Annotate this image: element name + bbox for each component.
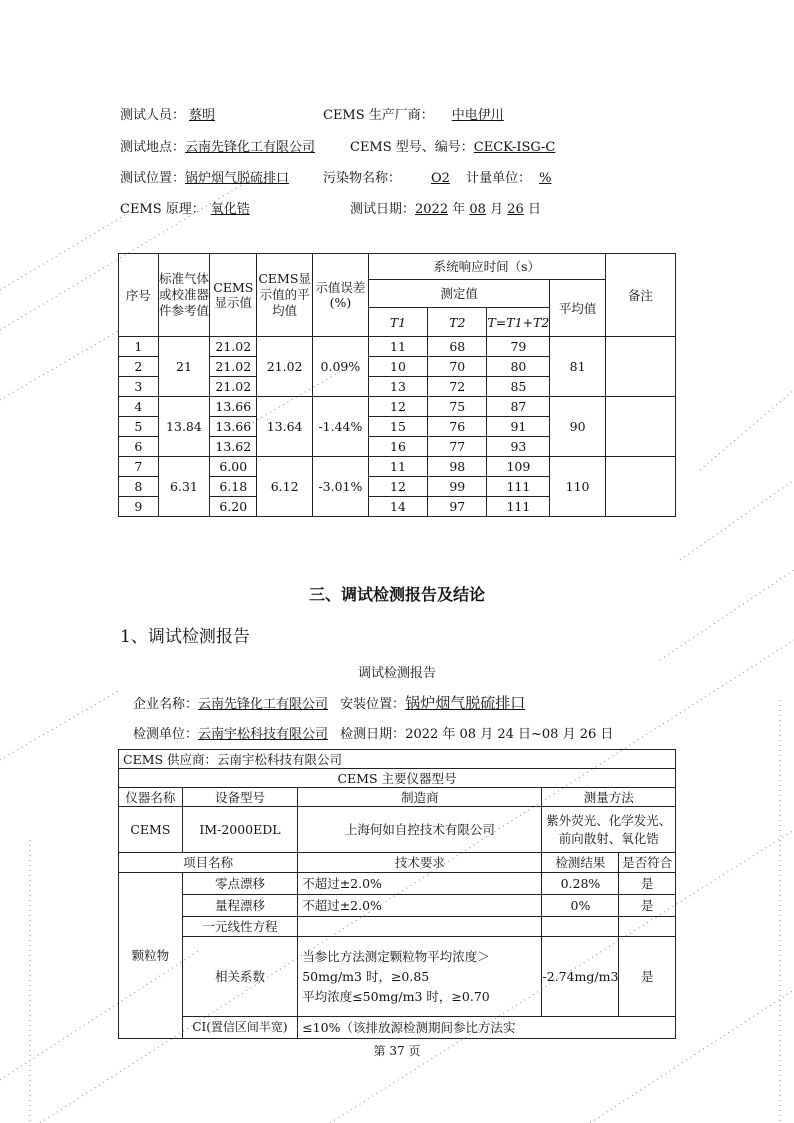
- principle-value: 氧化锆: [210, 202, 250, 217]
- install-label: 安装位置：: [340, 697, 406, 712]
- table-cell: 11: [368, 457, 427, 477]
- table-cell: 零点漂移: [182, 873, 297, 895]
- position-label: 测试位置：: [120, 171, 186, 186]
- table-cell: [542, 917, 619, 937]
- header-avg: 平均值: [550, 280, 606, 337]
- table-cell: 111: [487, 477, 550, 497]
- table-cell: 5: [119, 417, 159, 437]
- test-date-value: 2022 年 08 月 24 日~08 月 26 日: [405, 727, 614, 742]
- header-result: 检测结果: [542, 853, 619, 873]
- table-cell: 1: [119, 337, 159, 357]
- table-cell: 9: [119, 497, 159, 517]
- company-line: [133, 692, 525, 713]
- table-cell: 是: [619, 895, 676, 917]
- response-time-table: [118, 253, 676, 517]
- table-cell: 上海何如自控技术有限公司: [298, 807, 542, 853]
- date-day: 26: [507, 202, 524, 217]
- remark-cell: [605, 397, 675, 457]
- header-measured: 测定值: [368, 280, 550, 308]
- table-cell: 6: [119, 437, 159, 457]
- table-cell: 6.12: [257, 457, 313, 517]
- header-avg-display: CEMS显示值的平均值: [257, 254, 313, 337]
- date-line: [350, 198, 541, 217]
- page-number: 第 37 页: [373, 1044, 421, 1058]
- table-cell: 21.02: [210, 377, 257, 397]
- tester-value: 蔡明: [189, 108, 216, 123]
- pollutant-line: [323, 167, 559, 186]
- table-cell: 75: [428, 397, 487, 417]
- table-cell: 14: [368, 497, 427, 517]
- table-cell: 70: [428, 357, 487, 377]
- table-cell: [619, 917, 676, 937]
- table-cell: 109: [487, 457, 550, 477]
- report-table: [118, 749, 676, 1039]
- site-label: 测试地点：: [120, 140, 186, 155]
- unit-label: 计量单位：: [466, 171, 532, 186]
- date-year: 2022: [415, 202, 449, 217]
- table-cell: 99: [428, 477, 487, 497]
- maker-label: CEMS 生产厂商：: [323, 108, 434, 123]
- table-cell: 13.62: [210, 437, 257, 457]
- table-cell: 21.02: [210, 357, 257, 377]
- table-cell: ≤10%（该排放源检测期间参比方法实: [298, 1017, 676, 1039]
- table-cell: 8: [119, 477, 159, 497]
- table-cell: -2.74mg/m3: [542, 937, 619, 1017]
- table-cell: 0.28%: [542, 873, 619, 895]
- table-cell: 13.66: [210, 397, 257, 417]
- maker-value: 中电伊川: [451, 108, 504, 123]
- table-cell: 4: [119, 397, 159, 417]
- table-cell: [298, 917, 542, 937]
- table-cell: 91: [487, 417, 550, 437]
- table-cell: 0%: [542, 895, 619, 917]
- table-cell: 80: [487, 357, 550, 377]
- table-cell: 6.00: [210, 457, 257, 477]
- unit-value: %: [539, 171, 552, 186]
- table-cell: 2: [119, 357, 159, 377]
- table-cell: 79: [487, 337, 550, 357]
- table-cell: 81: [550, 337, 606, 397]
- table-cell: 6.31: [158, 457, 210, 517]
- header-response: 系统响应时间（s）: [368, 254, 605, 280]
- table-cell: 11: [368, 337, 427, 357]
- date-label: 测试日期：: [350, 202, 416, 217]
- header-t2: T2: [428, 308, 487, 337]
- section-title: 三、调试检测报告及结论: [308, 585, 485, 604]
- unit-value: 云南宇松科技有限公司: [198, 727, 329, 742]
- table-cell: 110: [550, 457, 606, 517]
- table-cell: 12: [368, 477, 427, 497]
- header-remark: 备注: [605, 254, 675, 337]
- date-day-unit: 日: [527, 202, 541, 217]
- table-cell: 是: [619, 873, 676, 895]
- table-cell: 3: [119, 377, 159, 397]
- table-cell: -1.44%: [313, 397, 369, 457]
- header-ref: 标准气体或校准器件参考值: [158, 254, 210, 337]
- correlation-req-line1: 当参比方法测定颗粒物平均浓度＞50mg/m3 时，≥0.85: [302, 948, 490, 984]
- position-line: [120, 167, 289, 186]
- install-value: 锅炉烟气脱硫排口: [405, 694, 526, 712]
- table-cell: 90: [550, 397, 606, 457]
- tester-label: 测试人员：: [120, 108, 186, 123]
- table-cell: 10: [368, 357, 427, 377]
- category-cell: 颗粒物: [119, 873, 183, 1039]
- table-cell: 不超过±2.0%: [298, 873, 542, 895]
- table-cell: 一元线性方程: [182, 917, 297, 937]
- maker-line: [323, 104, 504, 123]
- date-month: 08: [469, 202, 486, 217]
- principle-label: CEMS 原理：: [120, 202, 205, 217]
- model-line: [350, 136, 555, 155]
- date-year-unit: 年: [452, 202, 466, 217]
- table-cell: 量程漂移: [182, 895, 297, 917]
- table-cell: 87: [487, 397, 550, 417]
- table-cell: 98: [428, 457, 487, 477]
- main-models-row: CEMS 主要仪器型号: [119, 769, 676, 788]
- header-method: 测量方法: [542, 788, 676, 807]
- header-conform: 是否符合: [619, 853, 676, 873]
- table-cell: 16: [368, 437, 427, 457]
- site-line: [120, 136, 315, 155]
- header-instrument: 仪器名称: [119, 788, 183, 807]
- table-cell: 77: [428, 437, 487, 457]
- pollutant-label: 污染物名称：: [323, 171, 402, 186]
- supplier-row: CEMS 供应商：云南宇松科技有限公司: [119, 750, 676, 769]
- table-cell: 15: [368, 417, 427, 437]
- unit-line: [133, 723, 613, 742]
- table-cell: 不超过±2.0%: [298, 895, 542, 917]
- table-cell: 21: [158, 337, 210, 397]
- table-cell: 是: [619, 937, 676, 1017]
- model-value: CECK-ISG-C: [473, 140, 556, 155]
- company-label: 企业名称：: [133, 697, 199, 712]
- table-cell: IM-2000EDL: [182, 807, 297, 853]
- table-cell: 21.02: [257, 337, 313, 397]
- table-cell: 76: [428, 417, 487, 437]
- table-cell: 13.66: [210, 417, 257, 437]
- model-label: CEMS 型号、编号：: [350, 140, 474, 155]
- table-cell: 0.09%: [313, 337, 369, 397]
- site-value: 云南先锋化工有限公司: [185, 140, 316, 155]
- remark-cell: [605, 457, 675, 517]
- table-cell: 111: [487, 497, 550, 517]
- header-error: 示值误差(%): [313, 254, 369, 337]
- table-cell: 12: [368, 397, 427, 417]
- date-month-unit: 月: [490, 202, 504, 217]
- table-cell: 13.64: [257, 397, 313, 457]
- company-value: 云南先锋化工有限公司: [198, 697, 329, 712]
- table-cell: 6.20: [210, 497, 257, 517]
- remark-cell: [605, 337, 675, 397]
- table-cell: 紫外荧光、化学发光、前向散射、氧化锆: [542, 807, 676, 853]
- test-date-label: 检测日期：: [340, 727, 406, 742]
- header-maker: 制造商: [298, 788, 542, 807]
- table-cell: 13.84: [158, 397, 210, 457]
- table-cell: CI(置信区间半宽): [182, 1017, 297, 1039]
- correlation-req-line2: 平均浓度≤50mg/m3 时，≥0.70: [302, 988, 490, 1004]
- table-cell: CEMS: [119, 807, 183, 853]
- header-t1: T1: [368, 308, 427, 337]
- header-model: 设备型号: [182, 788, 297, 807]
- table-cell: 7: [119, 457, 159, 477]
- header-t: T=T1+T2: [487, 308, 550, 337]
- header-seq: 序号: [119, 254, 159, 337]
- table-cell: 13: [368, 377, 427, 397]
- table-cell: 97: [428, 497, 487, 517]
- table-cell: 68: [428, 337, 487, 357]
- table-cell: 相关系数: [182, 937, 297, 1017]
- position-value: 锅炉烟气脱硫排口: [185, 171, 290, 186]
- table-cell: 72: [428, 377, 487, 397]
- principle-line: [120, 198, 250, 217]
- table-cell: -3.01%: [313, 457, 369, 517]
- subsection-title: 1、调试检测报告: [120, 627, 250, 647]
- table-cell: 85: [487, 377, 550, 397]
- pollutant-value: O2: [431, 171, 450, 186]
- tester-line: [120, 104, 215, 123]
- header-item: 项目名称: [119, 853, 298, 873]
- table-cell: 93: [487, 437, 550, 457]
- unit-label: 检测单位：: [133, 727, 199, 742]
- table-cell: 21.02: [210, 337, 257, 357]
- header-display: CEMS显示值: [210, 254, 257, 337]
- table-cell: 6.18: [210, 477, 257, 497]
- correlation-requirement: [298, 937, 542, 1017]
- header-requirement: 技术要求: [298, 853, 542, 873]
- report-title: 调试检测报告: [357, 666, 436, 681]
